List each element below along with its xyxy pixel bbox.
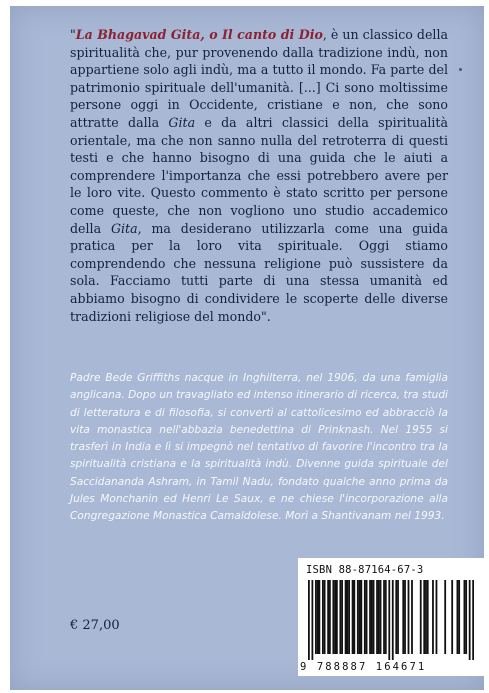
book-title: La Bhagavad Gita, o Il canto di Dio <box>75 27 323 42</box>
barcode-bar <box>397 580 399 654</box>
barcode-bar <box>388 580 390 660</box>
barcode-bar <box>357 580 359 654</box>
barcode-bar <box>425 580 427 654</box>
quote-text-2: e da altri classici della spiritualità orientale, ma che non sanno nulla del retroterra di questi testi e che hanno bisogno di una guida che le aiuti a comprendere l'importanza che essi potrebbero avere per le loro vite. Questo commento è stato scritto per persone come queste, che non vogliono uno studio accademico della <box>70 114 449 236</box>
barcode-bar <box>378 580 380 654</box>
barcode-bar <box>371 580 373 654</box>
barcode-bar <box>436 580 438 654</box>
barcode-bar <box>464 580 466 654</box>
barcode-bar <box>360 580 362 654</box>
barcode-bar <box>346 580 348 654</box>
barcode-bar <box>324 580 326 654</box>
barcode-bar <box>402 580 404 654</box>
barcode-bar <box>366 580 368 654</box>
barcode-bar <box>427 580 429 654</box>
barcode-bar <box>465 580 467 654</box>
barcode-bars <box>308 580 474 660</box>
barcode-bar <box>472 580 474 660</box>
barcode-bar <box>385 580 387 654</box>
barcode-bar <box>359 580 361 654</box>
barcode-bar <box>444 580 446 654</box>
speck-mark <box>459 68 462 71</box>
author-bio: Padre Bede Griffiths nacque in Inghilterra, nel 1906, da una famiglia anglicana. Dopo un travagliato ed intenso itinerario di ricerca, tra studi di letteratura e di filosofia, si convertì al cattolicesimo ed abbracciò la vita monastica nell'abbazia benedettina di Prinknash. Nel 1955 si trasferì in India e lì si impegnò nel tentativo di favorire l'incontro tra la spiritualità cristiana e la spiritualità indù. Divenne guida spirituale del Saccidananda Ashram, in Tamil Nadu, fondato qualche anno prima da Jules Monchanin ed Henri Le Saux, e ne chiese l'incorporazione alla Congregazione Monastica Camaldolese. Morì a Shantivanam nel 1993. <box>70 372 448 523</box>
barcode-bar <box>318 580 320 654</box>
barcode-bar <box>420 580 422 654</box>
barcode-bar <box>383 580 385 654</box>
barcode-bar <box>353 580 355 654</box>
barcode-bar <box>411 580 413 654</box>
barcode-bar <box>348 580 350 654</box>
quote-paragraph <box>70 26 448 325</box>
barcode-bar <box>364 580 366 654</box>
barcode-bar <box>457 580 459 654</box>
quote-text-3: , ma desiderano utilizzarla come una guida pratica per la loro vita spirituale. Oggi stiamo comprendendo che nessuna religione può sussistere da sola. Facciamo tutti parte di una stessa umanità ed abbiamo bisogno di condividere le scoperte delle diverse tradizioni religiose del mondo". <box>70 220 448 324</box>
ean-digits: 9 788887 164671 <box>300 661 427 673</box>
barcode-bar <box>332 580 334 654</box>
quote-gita-1: Gita <box>168 114 196 130</box>
barcode-bar <box>395 580 397 654</box>
barcode-bar <box>373 580 375 654</box>
barcode-bar <box>392 580 394 660</box>
barcode-bar <box>352 580 354 654</box>
barcode-bar <box>334 580 336 654</box>
barcode-bar <box>376 580 378 654</box>
back-cover <box>10 6 484 690</box>
barcode-bar <box>469 580 471 660</box>
barcode-bar <box>451 580 453 654</box>
barcode-bar <box>369 580 371 654</box>
barcode-bar <box>432 580 434 654</box>
quote-text-1: , è un classico della spiritualità che, pur provenendo dalla tradizione indù, non appartiene solo agli indù, ma a tutto il mondo. Fa parte del patrimonio spirituale dell'umanità. [...] Ci sono moltissime persone oggi in Occidente, cristiane e non, che sono attratte dalla <box>70 27 448 130</box>
barcode-bar <box>380 580 382 654</box>
barcode-bar <box>345 580 347 654</box>
barcode-bar <box>327 580 329 654</box>
barcode-bar <box>423 580 425 654</box>
barcode-bar <box>308 580 310 660</box>
quote-open-mark: " <box>70 27 76 42</box>
barcode-bar <box>322 580 324 654</box>
barcode-bar <box>408 580 410 654</box>
barcode-bar <box>311 580 313 660</box>
barcode-bar <box>315 580 317 654</box>
quote-gita-2: Gita <box>110 220 138 236</box>
barcode-bar <box>458 580 460 654</box>
barcode-bar <box>336 580 338 654</box>
isbn-text: ISBN 88-87164-67-3 <box>306 564 424 576</box>
barcode-bar <box>341 580 343 654</box>
barcode-label <box>298 558 484 676</box>
barcode-bar <box>404 580 406 654</box>
price-label: € 27,00 <box>70 618 120 633</box>
barcode-bar <box>329 580 331 654</box>
barcode-bar <box>317 580 319 654</box>
barcode-bar <box>339 580 341 654</box>
